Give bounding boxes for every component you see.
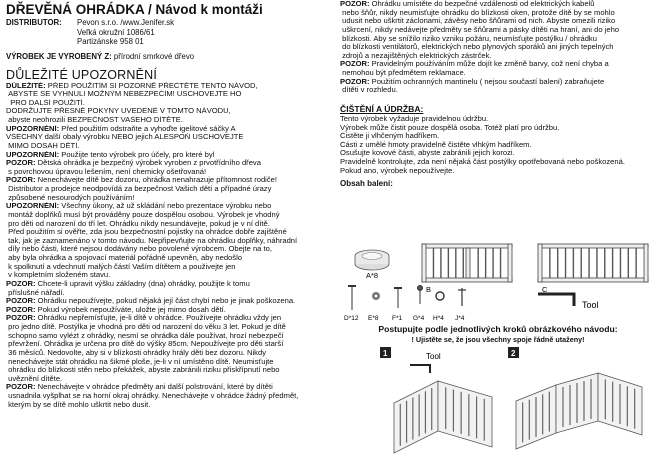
bolt-icon	[348, 286, 356, 310]
warning-line: nemohou být předmětem reklamace.	[340, 69, 466, 77]
warning-line: ABYSTE SE VYHNULI MOŽNÝM NEBEZPEČÍM! USCHOVEJTE HO	[6, 90, 242, 99]
part-label-h: H*4	[433, 315, 444, 322]
warning-line: POZOR: Použitím ochranných mantinelu ( nejsou součastí balení) zabraňujete	[340, 77, 605, 86]
care-line: Pravidelně kontrolujte, zda není nějaká část postýlky opotřebovaná nebo poškozená.	[340, 158, 625, 166]
warning-line: DŮLEŽITÉ: PŘED POUŽITÍM SI POZORNĚ PŘEČTĚTE TENTO NÁVOD,	[6, 81, 258, 90]
assembly-steps	[380, 345, 650, 460]
warning-line: pro jedno dítě. Postýlka je vhodná pro děti od narození do věku 3 let. Pokud je dítě	[6, 323, 286, 331]
warning-line: s povrchovou úpravou lešením, není chemicky ošetřovaná!	[6, 167, 207, 176]
warning-line: nebo šňůr, nikdy neumisťujte ohrádku do blízkosti oken, protože dítě by se mohlo	[340, 8, 615, 17]
part-label-j: J*4	[455, 315, 465, 322]
warning-line: usnadnila vyšplhat se na horní okraj ohrádky. Nenechávejte v ohrádce žádný předmět,	[6, 392, 299, 400]
warning-line: udusit nebo uškrtit záclonami, závěsy nebo šňůrami od nich. Abyste omezili riziko	[340, 17, 616, 26]
warning-line: ohrádku do blízkosti stěn nebo překážek, abyste zabránili riziku přiskřípnutí nebo	[6, 366, 280, 375]
warning-line: POZOR: Pokud výrobek nepoužíváte, uložte jej mimo dosah dětí.	[6, 305, 226, 314]
warning-line: POZOR: Ohrádku nepřemísťujte, je-li dítě v ohrádce. Používejte ohrádku vždy jen	[6, 314, 282, 323]
bolt-icon	[418, 286, 423, 305]
distributor-address-1: Veľká okružní 1086/61	[77, 27, 155, 37]
step-1-tool-label: Tool	[426, 352, 441, 361]
warning-line: kterým by se dítě mohlo uškrtit nebo dusit.	[6, 400, 151, 409]
warning-line: v kompletním složeném stavu.	[6, 271, 111, 280]
distributor-name: Pevon s.r.o. /www.Jenifer.sk	[77, 18, 175, 27]
step-1-number: 1	[383, 349, 388, 358]
warning-line: abyste neohrozili BEZPEČNOST VAŠEHO DÍTĚTE.	[6, 116, 183, 124]
warning-line: díly nebo části, které nejsou dodávány nebo povolené výrobcem. Obejte na to,	[6, 245, 272, 254]
warning-line: UPOZORNĚNÍ: Před použitím odstraňte a vyhoďte igelitové sáčky A	[6, 124, 236, 133]
distributor-label: DISTRIBUTOR:	[6, 18, 62, 27]
warning-line: k spolknutí a vdechnutí malých částí Vaším dítětem a použivejte jen	[6, 262, 236, 271]
part-label-c: C	[542, 285, 548, 294]
warning-line: MIMO DOSAH DĚTÍ.	[6, 141, 80, 150]
care-line: Části z umělé hmoty pravidelně čistěte vlhkým hadříkem.	[340, 140, 532, 149]
allen-key-icon	[538, 294, 574, 306]
warning-line: schopno samo vylézt z ohrádky, nesmí se ohrádka dále používat, hrozí nebezpečí	[6, 331, 284, 340]
warning-line: UPOZORNĚNÍ: Použijte tento výrobek pro účely, pro které byl	[6, 150, 215, 159]
warning-line: pro děti od narození do tří let. Ohrádku nikdy nesundávejte, pokud je v ní dítě.	[6, 219, 270, 228]
warning-line: POZOR: Nenechávejte dítě bez dozoru, ohrádka nenahrazuje přítomnost rodiče!	[6, 176, 277, 185]
pin-icon	[458, 288, 466, 306]
parts-diagram	[342, 242, 654, 326]
warning-line: zdrojů a nezajištěných elektrických zástrček.	[340, 51, 492, 60]
warning-line: POZOR: Pravidelným používáním může dojít ke změně barvy, což není chyba a	[340, 60, 609, 69]
step-2-number: 2	[511, 349, 516, 358]
warning-line: způsobené nesourodých používáním!	[6, 193, 135, 202]
step-1	[380, 347, 492, 453]
care-text	[340, 115, 654, 175]
material-text: přírodní smrkové dřevo	[113, 51, 195, 61]
warning-line: příslušné nářadí.	[6, 288, 65, 297]
care-heading: ČIŠTĚNÍ A ÚDRŽBA:	[340, 103, 424, 114]
warning-line: PRO DALŠÍ POUŽITÍ.	[6, 98, 85, 107]
fence-panel-icon	[422, 244, 512, 282]
page-title: DŘEVĚNÁ OHRÁDKA / Návod k montáži	[6, 2, 263, 17]
part-label-e: E*8	[368, 315, 379, 322]
bolt-icon	[394, 288, 402, 308]
round-base-icon	[355, 250, 389, 270]
washer-icon	[436, 292, 444, 300]
part-label-a: A*8	[366, 271, 379, 280]
warning-line: tak, jak je zaznamenáno v tomto návodu. Nepřipevňujte na ohrádku doplňky, náhradní	[6, 236, 298, 245]
warning-line: Distributor a prodejce neodpovídá za bezpečnost Vašich dětí a případné úrazy	[6, 185, 272, 193]
warning-line: POZOR: Chcete-li upravit výšku základny (dna) ohrádky, použijte k tomu	[6, 279, 250, 288]
warning-line: dítěti v rozhledu.	[340, 86, 398, 95]
warning-line: VŠECHNY další obaly výrobku NEBO jejich ALESPOŇ USCHOVEJTE	[6, 133, 244, 142]
warning-line: nenechávejte stát ohrádku na šikmé ploše, je-li v ní umístěno dítě. Neumisťujte	[6, 357, 274, 366]
care-line: Čistěte ji vlhčeným hadříkem.	[340, 132, 440, 141]
care-line: Osušujte kovové části, abyste zabránili jejich korozi.	[340, 149, 515, 158]
important-heading: DŮLEŽITÉ UPOZORNĚNÍ	[6, 67, 158, 82]
warning-line: UPOZORNĚNÍ: Všechny úkony, až už skládání nebo prezentace výrobku nebo	[6, 202, 272, 211]
warning-line: Před použitím si ověřte, zda jsou bezpečnostní pojistky na ohrádce dobře zajištěné	[6, 228, 287, 237]
material-label: VÝROBEK JE VYROBENÝ Z:	[6, 51, 112, 61]
care-line: Výrobek může čistit pouze dospělá osoba. Totéž platí pro údržbu.	[340, 123, 560, 132]
warning-line: aby byla ohrádka a spojovací materiál pořádně upevněn, aby nedošlo	[6, 254, 242, 262]
warning-text-right	[340, 0, 654, 95]
warning-line: převržení. Ohrádka je určena pro dítě do výšky 85cm. Nepoužívejte pro děti starší	[6, 340, 284, 349]
part-label-d: D*12	[344, 315, 359, 322]
steps-note: ! Ujistěte se, že jsou všechny spoje řádně utaženy!	[411, 335, 585, 344]
warning-line: POZOR: Nenechávejte v ohrádce předměty ani další polstrování, které by dítěti	[6, 383, 273, 392]
distributor-address-2: Partizánske 958 01	[77, 37, 144, 46]
material-line	[6, 52, 306, 62]
warning-line: montáž doplňků musí být prováděny pouze dospělou osobou. Výrobek je vhodný	[6, 210, 280, 219]
warning-line: uškrcení, nikdy nedávejte předměty se šňůrami a pásky dítěti na hraní, ani do jeho	[340, 25, 620, 34]
part-label-f: F*1	[392, 315, 403, 322]
warning-line: DODRŽUJTE PŘESNĚ POKYNY UVEDENÉ V TOMTO NÁVODU,	[6, 107, 231, 116]
warning-line: uvěznění dítěte.	[6, 374, 63, 383]
distributor-line	[6, 18, 306, 28]
fence-panel-icon	[538, 244, 648, 282]
nut-icon	[372, 292, 380, 300]
warning-line: POZOR: Dětská ohrádka je bezpečný výrobek vyroben z prvotřídního dřeva	[6, 159, 261, 168]
warning-line: 36 měsíců. Nedovolte, aby si v blízkosti ohrádky hrály děti bez dozoru. Nikdy	[6, 348, 266, 357]
part-label-b: B	[426, 285, 432, 294]
warning-line: blízkosti. Aby se snížilo riziko vzniku požáru, neumísťujte postýlku / ohrádku	[340, 34, 597, 43]
warning-line: POZOR: Ohrádku nepoužívejte, pokud nějaká její část chybí nebo je jinak poškozena.	[6, 297, 296, 306]
care-line: Tento výrobek vyžaduje pravidelnou údržbu.	[340, 114, 489, 123]
part-label-g: G*4	[413, 315, 425, 322]
step-2	[508, 347, 642, 449]
contents-heading: Obsah balení:	[340, 180, 393, 189]
allen-key-icon	[410, 365, 430, 373]
right-column	[340, 0, 654, 189]
steps-heading: Postupujte podle jednotlivých kroků obrázkového návodu:	[378, 324, 618, 334]
warning-line: do blízkosti ventilátorů, elektrických nebo plynových sporáků ani jiných tepelných	[340, 43, 614, 52]
part-label-tool: Tool	[582, 300, 599, 310]
left-column	[6, 0, 306, 409]
care-line: Pokud ano, výrobek nepoužívejte.	[340, 166, 455, 175]
warning-text-left	[6, 82, 306, 410]
warning-line: POZOR: Ohrádku umístěte do bezpečné vzdálenosti od elektrických kabelů	[340, 0, 595, 8]
